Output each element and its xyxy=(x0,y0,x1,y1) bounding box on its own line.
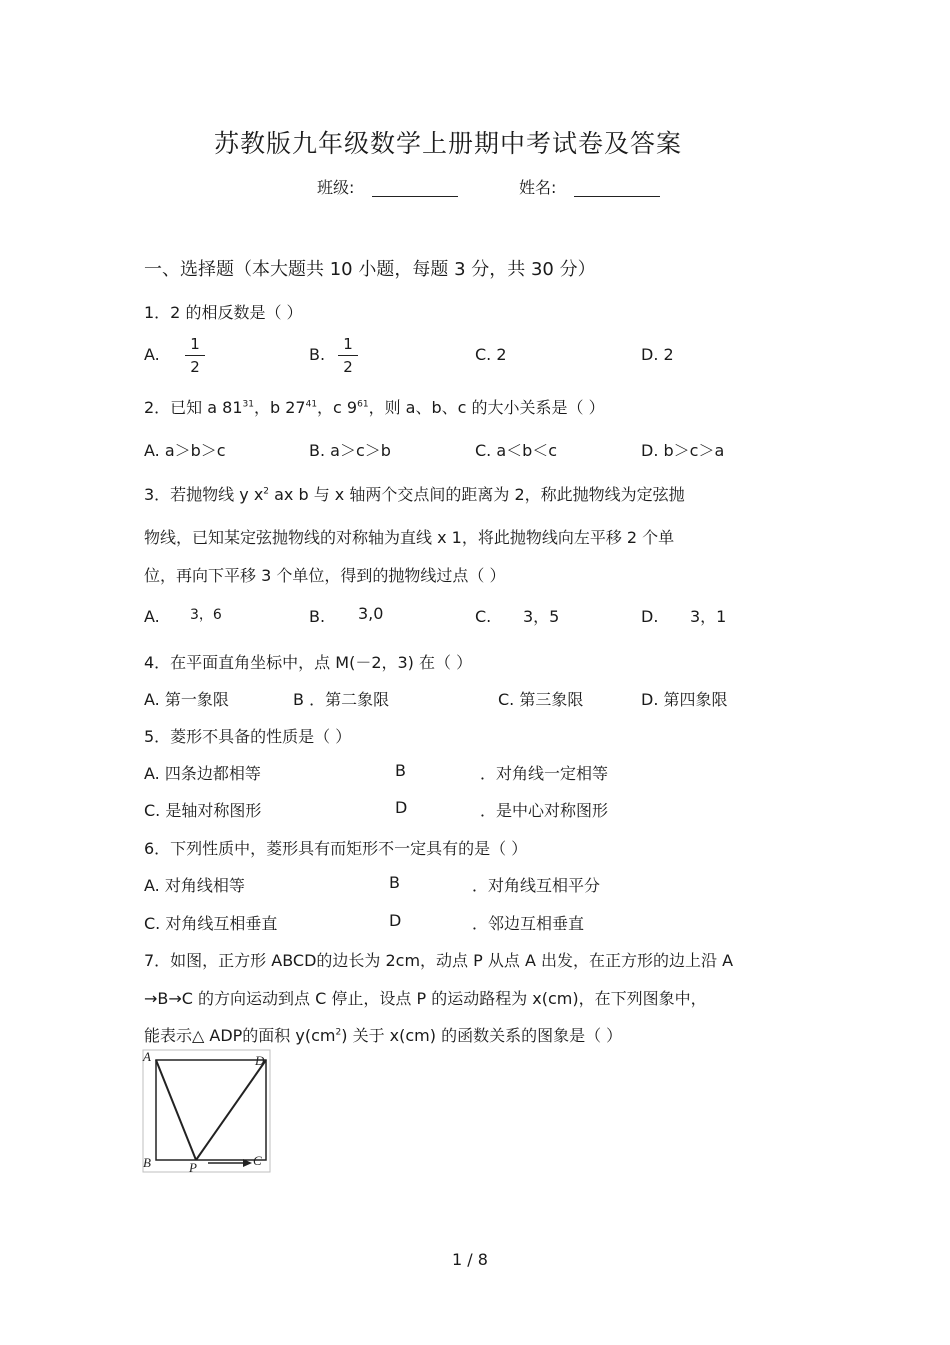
section-heading: 一、选择题（本大题共 10 小题，每题 3 分，共 30 分） xyxy=(144,259,596,280)
q3-option-b: B. xyxy=(309,607,326,626)
q3-line-1-part2: ax b 与 x 轴两个交点间的距离为 2，称此抛物线为定弦抛 xyxy=(269,485,685,504)
name-blank xyxy=(574,180,660,197)
q2-stem-part3: ，c 9 xyxy=(317,398,358,417)
q5-option-b: ．对角线一定相等 xyxy=(480,764,609,783)
q5-option-b-letter: B xyxy=(395,761,406,780)
q3-option-a: A. xyxy=(144,607,160,626)
vertex-a: A xyxy=(143,1049,151,1064)
q3-option-d: D. xyxy=(641,607,659,626)
point-p: P xyxy=(189,1160,197,1174)
vertex-b: B xyxy=(143,1155,151,1170)
page-number: 1 / 8 xyxy=(452,1250,488,1269)
q2-option-b: B. a＞c＞b xyxy=(309,441,391,460)
q2-stem xyxy=(144,395,605,418)
q1-fraction-b xyxy=(338,334,358,377)
q6-option-b: ．对角线互相平分 xyxy=(472,876,601,895)
q7-line-1: 7．如图，正方形 ABCD的边长为 2cm，动点 P 从点 A 出发，在正方形的边上沿 A xyxy=(144,951,734,970)
q4-stem: 4．在平面直角坐标中，点 M(－2，3) 在（ ） xyxy=(144,653,473,672)
q2-exponent-3: 61 xyxy=(357,399,369,410)
q6-option-c: C. 对角线互相垂直 xyxy=(144,914,278,933)
vertex-d: D xyxy=(255,1053,265,1068)
q3-line-3: 位，再向下平移 3 个单位，得到的抛物线过点（ ） xyxy=(144,566,506,585)
q1-option-c: C. 2 xyxy=(475,345,507,364)
name-label: 姓名: xyxy=(519,178,557,197)
q4-option-a: A. 第一象限 xyxy=(144,690,229,709)
page-title: 苏教版九年级数学上册期中考试卷及答案 xyxy=(214,129,683,158)
q3-value-c: 3，5 xyxy=(523,607,560,626)
q2-option-d: D. b＞c＞a xyxy=(641,441,725,460)
q3-line-2: 物线，已知某定弦抛物线的对称轴为直线 x 1，将此抛物线向左平移 2 个单 xyxy=(144,528,675,547)
class-blank xyxy=(372,180,458,197)
q2-stem-part1: 2．已知 a 81 xyxy=(144,398,243,417)
q4-option-c: C. 第三象限 xyxy=(498,690,584,709)
q1-fraction-a xyxy=(185,334,205,377)
q1-fraction-b-den: 2 xyxy=(343,358,353,376)
q6-option-d-letter: D xyxy=(389,911,402,930)
q7-line-3 xyxy=(144,1023,622,1046)
q3-exponent: 2 xyxy=(263,486,270,497)
q6-option-a: A. 对角线相等 xyxy=(144,876,245,895)
q2-exponent-2: 41 xyxy=(305,399,318,410)
vertex-c: C xyxy=(253,1153,262,1168)
q3-value-d: 3，1 xyxy=(690,607,727,626)
q7-line-2: →B→C 的方向运动到点 C 停止，设点 P 的运动路程为 x(cm)，在下列图象中， xyxy=(144,989,707,1008)
q1-fraction-b-num: 1 xyxy=(343,335,353,353)
q6-option-d: ．邻边互相垂直 xyxy=(472,914,585,933)
q5-option-a: A. 四条边都相等 xyxy=(144,764,261,783)
q6-stem: 6．下列性质中，菱形具有而矩形不一定具有的是（ ） xyxy=(144,839,528,858)
q1-option-b: B. xyxy=(309,345,326,364)
q3-line-1-part1: 3．若抛物线 y x xyxy=(144,485,264,504)
q2-exponent-1: 31 xyxy=(242,399,254,410)
q4-option-d: D. 第四象限 xyxy=(641,690,728,709)
q5-stem: 5．菱形不具备的性质是（ ） xyxy=(144,727,352,746)
q7-line-3-part1: 能表示△ ADP的面积 y(cm xyxy=(144,1026,336,1045)
q2-stem-part4: ，则 a、b、c 的大小关系是（ ） xyxy=(368,398,605,417)
q2-stem-part2: ，b 27 xyxy=(253,398,306,417)
q7-exponent: 2 xyxy=(335,1027,342,1038)
q3-value-b: 3,0 xyxy=(358,604,384,623)
name-field xyxy=(519,175,660,198)
q3-line-1 xyxy=(144,482,685,505)
q2-option-c: C. a＜b＜c xyxy=(475,441,558,460)
q6-option-b-letter: B xyxy=(389,873,400,892)
q5-option-d: ．是中心对称图形 xyxy=(480,801,609,820)
q1-option-a: A. xyxy=(144,345,160,364)
class-label: 班级: xyxy=(317,178,355,197)
q3-option-c: C. xyxy=(475,607,492,626)
q3-value-a: 3，6 xyxy=(190,607,222,623)
q1-fraction-a-den: 2 xyxy=(190,358,200,376)
q4-option-b: B ．第二象限 xyxy=(293,690,390,709)
square-abcd-figure xyxy=(142,1049,272,1174)
q5-option-c: C. 是轴对称图形 xyxy=(144,801,262,820)
q1-option-d: D. 2 xyxy=(641,345,674,364)
q7-line-3-part2: ) 关于 x(cm) 的函数关系的图象是（ ） xyxy=(341,1026,623,1045)
q1-stem: 1．2 的相反数是（ ） xyxy=(144,303,303,322)
class-field xyxy=(317,175,458,198)
q1-fraction-a-num: 1 xyxy=(190,335,200,353)
q5-option-d-letter: D xyxy=(395,798,408,817)
q2-option-a: A. a＞b＞c xyxy=(144,441,226,460)
